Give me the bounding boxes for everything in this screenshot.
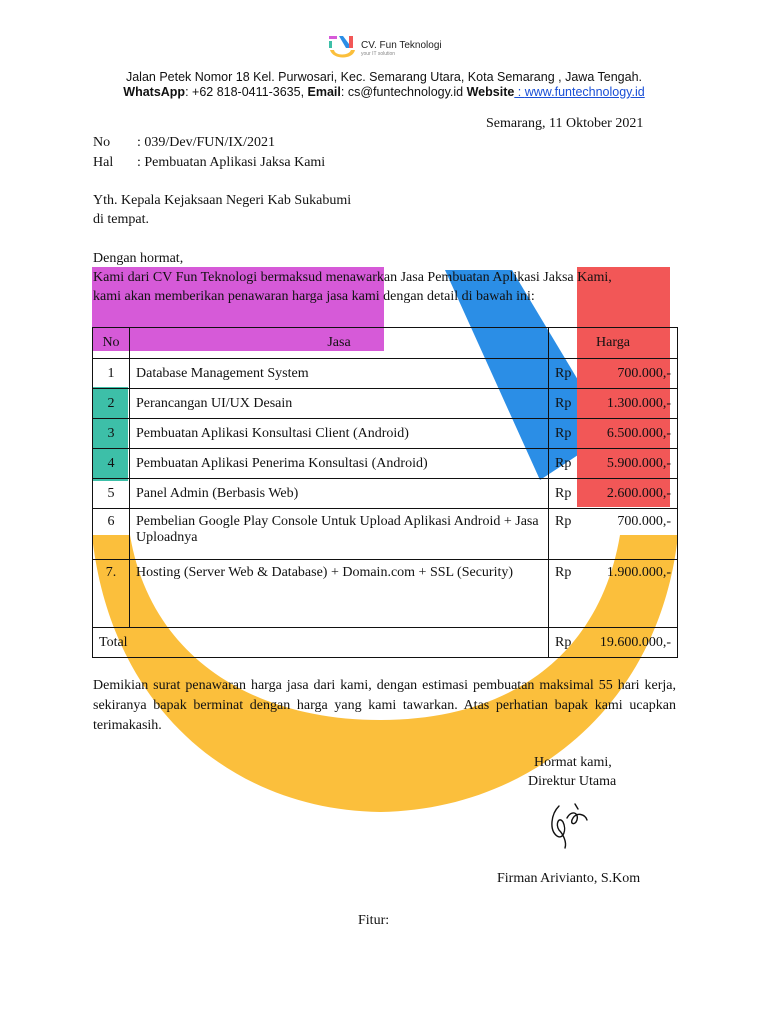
- row-currency: Rp: [549, 560, 576, 628]
- row-no: 6: [93, 509, 130, 560]
- total-label: Total: [93, 628, 549, 658]
- table-total-row: [93, 628, 678, 658]
- table-row: [93, 560, 678, 628]
- table-row: [93, 359, 678, 389]
- table-row: [93, 509, 678, 560]
- table-row: [93, 449, 678, 479]
- row-currency: Rp: [549, 449, 576, 479]
- row-currency: Rp: [549, 389, 576, 419]
- row-jasa: Panel Admin (Berbasis Web): [130, 479, 549, 509]
- company-tagline: your IT solution: [361, 51, 396, 57]
- total-amount: 19.600.000,-: [575, 628, 678, 658]
- row-jasa: Pembelian Google Play Console Untuk Upload Aplikasi Android + Jasa Uploadnya: [130, 509, 549, 560]
- footer-text: Fitur:: [358, 913, 390, 928]
- place-date: Semarang, 11 Oktober 2021: [486, 116, 644, 131]
- total-currency: Rp: [549, 628, 576, 658]
- recipient-line-2: di tempat.: [93, 212, 149, 227]
- website-separator: :: [514, 85, 525, 99]
- row-amount: 1.300.000,-: [575, 389, 678, 419]
- header-harga: Harga: [549, 328, 678, 359]
- fun-logo-icon: [329, 36, 357, 62]
- row-currency: Rp: [549, 479, 576, 509]
- company-logo: [329, 36, 442, 62]
- closing-salutation: Hormat kami,: [534, 755, 612, 770]
- table-header-row: [93, 328, 678, 359]
- row-jasa: Pembuatan Aplikasi Konsultasi Client (Android): [130, 419, 549, 449]
- row-amount: 700.000,-: [575, 359, 678, 389]
- row-jasa: Database Management System: [130, 359, 549, 389]
- row-amount: 2.600.000,-: [575, 479, 678, 509]
- table-row: [93, 479, 678, 509]
- row-amount: 1.900.000,-: [575, 560, 678, 628]
- row-no: 2: [93, 389, 130, 419]
- company-address: Jalan Petek Nomor 18 Kel. Purwosari, Kec. Semarang Utara, Kota Semarang , Jawa Tengah.: [125, 70, 642, 84]
- row-no: 3: [93, 419, 130, 449]
- row-no: 7.: [93, 560, 130, 628]
- row-jasa: Perancangan UI/UX Desain: [130, 389, 549, 419]
- row-amount: 5.900.000,-: [575, 449, 678, 479]
- row-no: 4: [93, 449, 130, 479]
- signer-position: Direktur Utama: [528, 774, 617, 789]
- row-jasa: Hosting (Server Web & Database) + Domain.com + SSL (Security): [130, 560, 549, 628]
- price-table: [92, 327, 678, 658]
- website-label: Website: [466, 85, 515, 99]
- row-currency: Rp: [549, 509, 576, 560]
- closing-paragraph: Demikian surat penawaran harga jasa dari kami, dengan estimasi pembuatan maksimal 55 hari kerja, sekiranya bapak berminat dengan harga yang kami tawarkan. Atas perhatian bapak kami ucapkan terimakasih.: [93, 678, 676, 733]
- row-amount: 6.500.000,-: [575, 419, 678, 449]
- row-amount: 700.000,-: [575, 509, 678, 560]
- whatsapp-label: WhatsApp: [123, 85, 186, 99]
- hal-label: Hal: [93, 155, 114, 170]
- signature-icon: [545, 800, 591, 852]
- website-link[interactable]: www.funtechnology.id: [524, 85, 645, 99]
- email-label: Email: [307, 85, 341, 99]
- whatsapp-number: : +62 818-0411-3635,: [185, 85, 308, 99]
- email-address: : cs@funtechnology.id: [340, 85, 467, 99]
- header-no: No: [93, 328, 130, 359]
- hal-value: : Pembuatan Aplikasi Jaksa Kami: [137, 155, 326, 170]
- signer-name: Firman Arivianto, S.Kom: [497, 871, 641, 886]
- row-jasa: Pembuatan Aplikasi Penerima Konsultasi (Android): [130, 449, 549, 479]
- intro-line-2: kami akan memberikan penawaran harga jasa kami dengan detail di bawah ini:: [93, 289, 535, 304]
- no-label: No: [93, 135, 111, 150]
- table-row: [93, 389, 678, 419]
- greeting: Dengan hormat,: [93, 251, 184, 266]
- intro-line-1: Kami dari CV Fun Teknologi bermaksud menawarkan Jasa Pembuatan Aplikasi Jaksa Kami,: [93, 270, 612, 285]
- company-contacts: [0, 85, 768, 99]
- row-no: 1: [93, 359, 130, 389]
- row-currency: Rp: [549, 359, 576, 389]
- row-currency: Rp: [549, 419, 576, 449]
- table-row: [93, 419, 678, 449]
- recipient-line-1: Yth. Kepala Kejaksaan Negeri Kab Sukabumi: [93, 193, 352, 208]
- company-name: CV. Fun Teknologi: [361, 40, 442, 51]
- no-value: : 039/Dev/FUN/IX/2021: [137, 135, 276, 150]
- row-no: 5: [93, 479, 130, 509]
- header-jasa: Jasa: [130, 328, 549, 359]
